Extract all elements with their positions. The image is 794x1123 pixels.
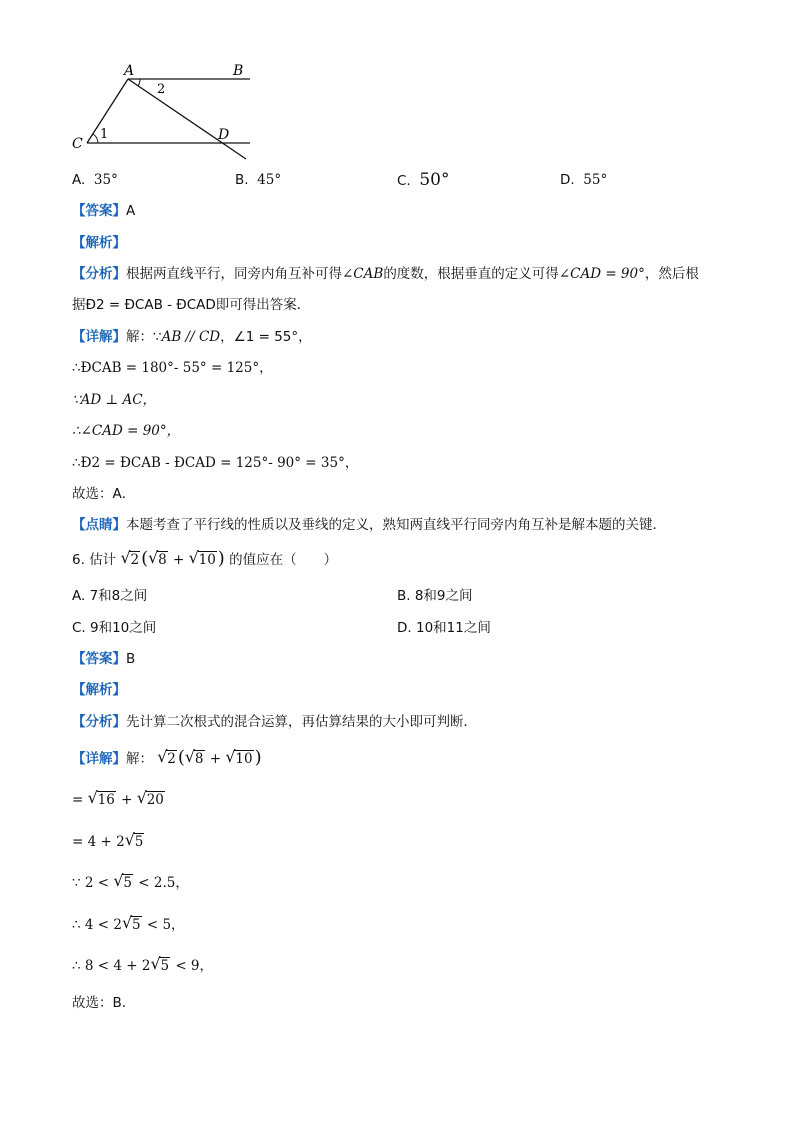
q6-step-2: = 4 + 2 √ 5	[72, 830, 144, 850]
q5-comment: 【点睛】本题考查了平行线的性质以及垂线的定义，熟知两直线平行同旁内角互补是解本题的关键．	[72, 517, 666, 533]
label-angle-1: 1	[100, 127, 109, 142]
q5-option-a: A. 35°	[72, 172, 118, 188]
q5-fenxi-line-2: 据Ð2 = ÐCAB - ÐCAD即可得出答案．	[72, 297, 311, 313]
q6-step-1: = √ 16 + √ 20	[72, 788, 164, 808]
q6-step-5: ∴ 8 < 4 + 2 √ 5 < 9，	[72, 954, 214, 974]
angle-2-arc	[138, 79, 140, 86]
q5-step-4: ∴Ð2 = ÐCAB - ÐCAD = 125°- 90° = 35°，	[72, 455, 359, 471]
label-angle-2: 2	[157, 82, 166, 97]
line-ad	[128, 79, 246, 159]
q6-step-3: ∵ 2 < √ 5 < 2.5，	[72, 871, 189, 891]
q5-detail-line: 【详解】解：∵AB // CD，∠1 = 55°，	[72, 329, 312, 345]
q6-stem-expression: √ 2 ( √ 8 + √ 10 )	[120, 548, 225, 569]
q6-option-a: A. 7和8之间	[72, 588, 148, 604]
q6-conclusion: 故选：B．	[72, 995, 136, 1011]
label-a: A	[124, 63, 135, 79]
q5-option-b: B. 45°	[235, 172, 282, 188]
q5-fenxi-line-1: 【分析】根据两直线平行，同旁内角互补可得∠CAB的度数，根据垂直的定义可得∠CAD = 90°，然后根	[72, 266, 699, 282]
q5-step-3: ∴∠CAD = 90°，	[72, 423, 181, 439]
q6-answer: 【答案】B	[72, 651, 136, 667]
q6-option-c: C. 9和10之间	[72, 620, 157, 636]
geometry-figure	[60, 58, 270, 168]
q5-conclusion: 故选：A．	[72, 486, 136, 502]
q5-step-2: ∵AD ⊥ AC，	[72, 392, 157, 408]
q5-step-1: ∴ÐCAB = 180°- 55° = 125°，	[72, 360, 273, 376]
q6-analysis-heading: 【解析】	[72, 682, 126, 698]
q6-stem: 6. 估计 √ 2 ( √ 8 + √ 10 ) 的值应在（ ）	[72, 548, 338, 569]
q6-step-4: ∴ 4 < 2 √ 5 < 5，	[72, 913, 185, 933]
q6-option-b: B. 8和9之间	[397, 588, 473, 604]
label-d: D	[218, 127, 230, 143]
q6-fenxi: 【分析】先计算二次根式的混合运算，再估算结果的大小即可判断．	[72, 714, 477, 730]
q5-answer: 【答案】A	[72, 203, 136, 219]
q6-detail-line: 【详解】解： √ 2 ( √ 8 + √ 10 )	[72, 747, 262, 768]
q5-analysis-heading: 【解析】	[72, 235, 126, 251]
q5-option-d: D. 55°	[560, 172, 608, 188]
label-c: C	[72, 136, 83, 152]
q6-detail-expression: √ 2 ( √ 8 + √ 10 )	[157, 747, 262, 768]
label-b: B	[233, 63, 244, 79]
q5-option-c: C. 50°	[397, 170, 450, 190]
angle-1-arc	[93, 134, 98, 143]
q6-option-d: D. 10和11之间	[397, 620, 491, 636]
